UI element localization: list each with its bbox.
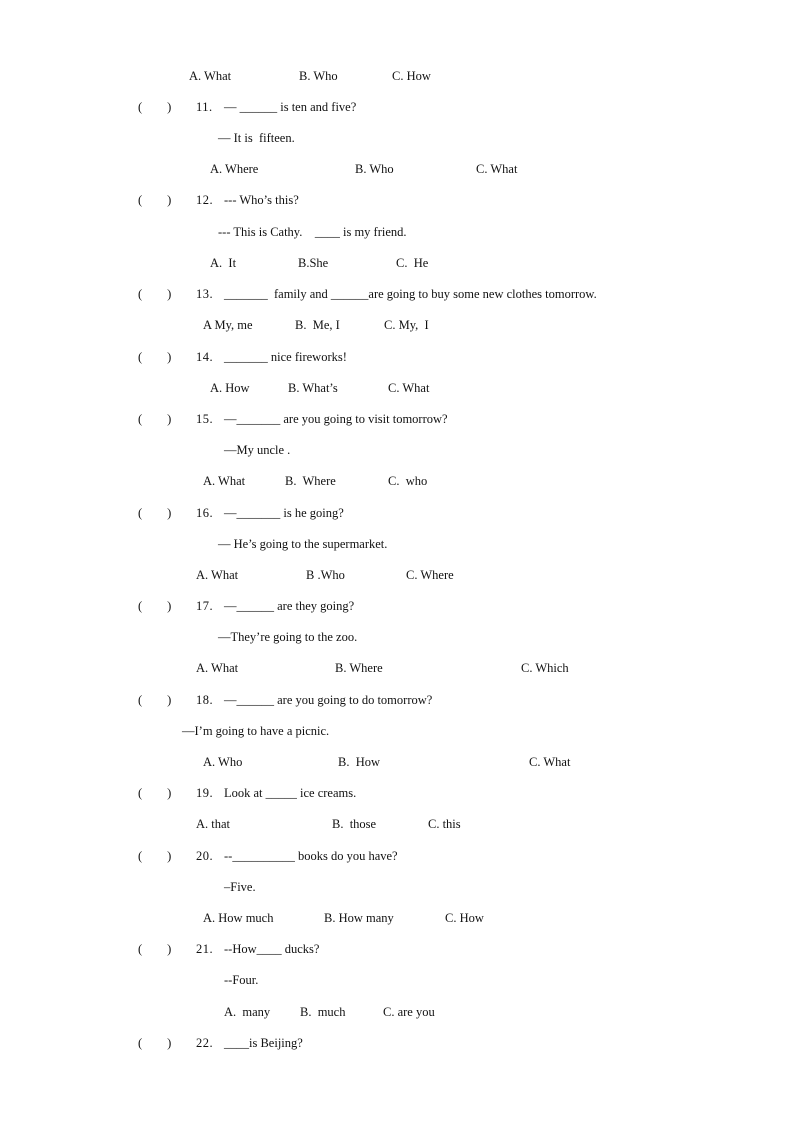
q21-option-a: A. many bbox=[224, 1005, 271, 1019]
q21-option-c: C. are you bbox=[383, 1005, 435, 1019]
q18-option-a: A. Who bbox=[203, 755, 243, 769]
q18-answer-bracket: ( ) bbox=[138, 693, 172, 707]
q11-number: 11. bbox=[196, 100, 213, 114]
q20-option-b: B. How many bbox=[324, 911, 394, 925]
q16-option-b: B .Who bbox=[306, 568, 345, 582]
q11-answer-bracket: ( ) bbox=[138, 100, 172, 114]
q11-text: — ______ is ten and five? bbox=[224, 100, 357, 114]
q15-text: —_______ are you going to visit tomorrow? bbox=[224, 412, 448, 426]
q20-text: --__________ books do you have? bbox=[224, 849, 398, 863]
q21-answer-bracket: ( ) bbox=[138, 942, 172, 956]
q15-answer-bracket: ( ) bbox=[138, 412, 172, 426]
q17-option-b: B. Where bbox=[335, 661, 383, 675]
q16-answer-bracket: ( ) bbox=[138, 506, 172, 520]
q18-response: —I’m going to have a picnic. bbox=[182, 724, 330, 738]
q18-option-c: C. What bbox=[529, 755, 571, 769]
q22-answer-bracket: ( ) bbox=[138, 1036, 172, 1050]
q17-response: —They’re going to the zoo. bbox=[218, 630, 358, 644]
q13-answer-bracket: ( ) bbox=[138, 287, 172, 301]
q20-answer-bracket: ( ) bbox=[138, 849, 172, 863]
q14-option-b: B. What’s bbox=[288, 381, 338, 395]
q12-response: --- This is Cathy. ____ is my friend. bbox=[218, 225, 407, 239]
q22-number: 22. bbox=[196, 1036, 214, 1050]
q17-option-c: C. Which bbox=[521, 661, 569, 675]
q17-option-a: A. What bbox=[196, 661, 239, 675]
q16-response: — He’s going to the supermarket. bbox=[218, 537, 388, 551]
q15-response: —My uncle . bbox=[224, 443, 291, 457]
q14-answer-bracket: ( ) bbox=[138, 350, 172, 364]
q13-text: _______ family and ______are going to buy some new clothes tomorrow. bbox=[224, 287, 597, 301]
q19-option-a: A. that bbox=[196, 817, 231, 831]
q21-number: 21. bbox=[196, 942, 214, 956]
q12-number: 12. bbox=[196, 193, 214, 207]
q15-number: 15. bbox=[196, 412, 214, 426]
q21-text: --How____ ducks? bbox=[224, 942, 320, 956]
q19-option-b: B. those bbox=[332, 817, 377, 831]
q13-number: 13. bbox=[196, 287, 214, 301]
q10-option-b: B. Who bbox=[299, 69, 338, 83]
q15-option-b: B. Where bbox=[285, 474, 336, 488]
q22-text: ____is Beijing? bbox=[224, 1036, 303, 1050]
q17-number: 17. bbox=[196, 599, 214, 613]
q16-option-a: A. What bbox=[196, 568, 239, 582]
q12-answer-bracket: ( ) bbox=[138, 193, 172, 207]
q20-option-c: C. How bbox=[445, 911, 484, 925]
q21-response: --Four. bbox=[224, 973, 259, 987]
q17-text: —______ are they going? bbox=[224, 599, 355, 613]
q17-answer-bracket: ( ) bbox=[138, 599, 172, 613]
q19-text: Look at _____ ice creams. bbox=[224, 786, 357, 800]
q14-option-a: A. How bbox=[210, 381, 250, 395]
q11-option-b: B. Who bbox=[355, 162, 394, 176]
q19-option-c: C. this bbox=[428, 817, 461, 831]
q12-text: --- Who’s this? bbox=[224, 193, 299, 207]
q12-option-b: B.She bbox=[298, 256, 329, 270]
q18-number: 18. bbox=[196, 693, 214, 707]
q13-option-a: A My, me bbox=[203, 318, 253, 332]
q18-text: —______ are you going to do tomorrow? bbox=[224, 693, 433, 707]
q13-option-c: C. My, I bbox=[384, 318, 429, 332]
q20-response: –Five. bbox=[224, 880, 256, 894]
q19-answer-bracket: ( ) bbox=[138, 786, 172, 800]
q12-option-c: C. He bbox=[396, 256, 429, 270]
q16-option-c: C. Where bbox=[406, 568, 454, 582]
q19-number: 19. bbox=[196, 786, 214, 800]
q14-number: 14. bbox=[196, 350, 214, 364]
q11-option-c: C. What bbox=[476, 162, 518, 176]
q16-text: —_______ is he going? bbox=[224, 506, 344, 520]
q20-number: 20. bbox=[196, 849, 214, 863]
q15-option-c: C. who bbox=[388, 474, 428, 488]
q21-option-b: B. much bbox=[300, 1005, 346, 1019]
q14-text: _______ nice fireworks! bbox=[224, 350, 347, 364]
q11-response: — It is fifteen. bbox=[218, 131, 295, 145]
q14-option-c: C. What bbox=[388, 381, 430, 395]
q18-option-b: B. How bbox=[338, 755, 381, 769]
q10-option-c: C. How bbox=[392, 69, 431, 83]
q15-option-a: A. What bbox=[203, 474, 246, 488]
q12-option-a: A. It bbox=[210, 256, 237, 270]
q13-option-b: B. Me, I bbox=[295, 318, 340, 332]
q20-option-a: A. How much bbox=[203, 911, 274, 925]
q11-option-a: A. Where bbox=[210, 162, 259, 176]
q16-number: 16. bbox=[196, 506, 214, 520]
q10-option-a: A. What bbox=[189, 69, 232, 83]
